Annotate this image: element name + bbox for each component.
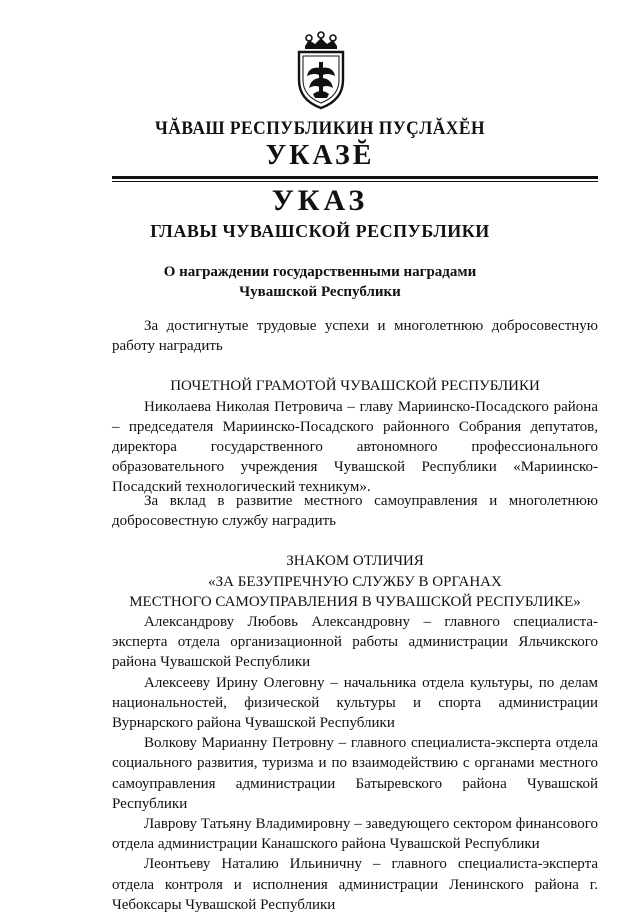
section-1-award-title: ПОЧЕТНОЙ ГРАМОТОЙ ЧУВАШСКОЙ РЕСПУБЛИКИ xyxy=(170,378,540,395)
section-2-award-title-line-3: МЕСТНОГО САМОУПРАВЛЕНИЯ В ЧУВАШСКОЙ РЕСПУБЛИКЕ» xyxy=(129,593,581,610)
chuvash-header-title: ЧĂВАШ РЕСПУБЛИКИН ПУÇЛĂХĔН xyxy=(154,118,486,139)
header-divider-thin xyxy=(112,181,598,182)
head-of-republic-title: ГЛАВЫ ЧУВАШСКОЙ РЕСПУБЛИКИ xyxy=(150,221,490,241)
awardee-paragraph: Леонтьеву Наталию Ильиничну – главного специалиста-эксперта отдела контроля и исполнения администрации Ленинского района г. Чебоксары Чувашской Республики xyxy=(112,856,598,913)
decree-subject xyxy=(0,262,640,302)
section-1-intro: За достигнутые трудовые успехи и многолетнюю добросовестную работу наградить xyxy=(112,318,598,355)
awardee-paragraph: Алексееву Ирину Олеговну – начальника отдела культуры, по делам национальностей, физической культуры и спорта администрации Вурнарского района Чувашской Республики xyxy=(112,674,598,732)
section-2-intro: За вклад в развитие местного самоуправления и многолетнюю добросовестную службу наградить xyxy=(112,493,598,530)
subject-line-1: О награждении государственными наградами xyxy=(163,264,477,280)
header-divider-thick xyxy=(112,176,598,179)
awardee-paragraph: Николаева Николая Петровича – главу Мариинско-Посадского района – председателя Мариинско-Посадского районного Собрания депутатов, директора государственного автономного профессионального образовательного учреждения Чувашской Республики «Мариинско-Посадский технологический техникум». xyxy=(112,398,598,496)
section-2 xyxy=(112,491,598,915)
decree-title: УКАЗ xyxy=(271,184,369,217)
awardee-paragraph: Лаврову Татьяну Владимировну – заведующего сектором финансового отдела администрации Канашского района Чувашской Республики xyxy=(112,816,598,853)
awardee-paragraph: Волкову Марианну Петровну – главного специалиста-эксперта отдела социального развития, туризма и по взаимодействию с органами местного самоуправления администрации Батыревского района Чувашской Республики xyxy=(112,735,598,812)
section-1 xyxy=(112,316,598,498)
awardee-paragraph: Александрову Любовь Александровну – главного специалиста-эксперта отдела организационной работы администрации Яльчикского района Чувашской Республики xyxy=(112,614,598,671)
section-2-award-title-line-1: ЗНАКОМ ОТЛИЧИЯ xyxy=(286,553,424,570)
coat-of-arms-emblem xyxy=(291,28,351,112)
section-2-award-title-line-2: «ЗА БЕЗУПРЕЧНУЮ СЛУЖБУ В ОРГАНАХ xyxy=(208,573,502,590)
subject-line-2: Чувашской Республики xyxy=(239,284,401,300)
chuvash-decree-title: УКАЗĔ xyxy=(265,140,375,171)
